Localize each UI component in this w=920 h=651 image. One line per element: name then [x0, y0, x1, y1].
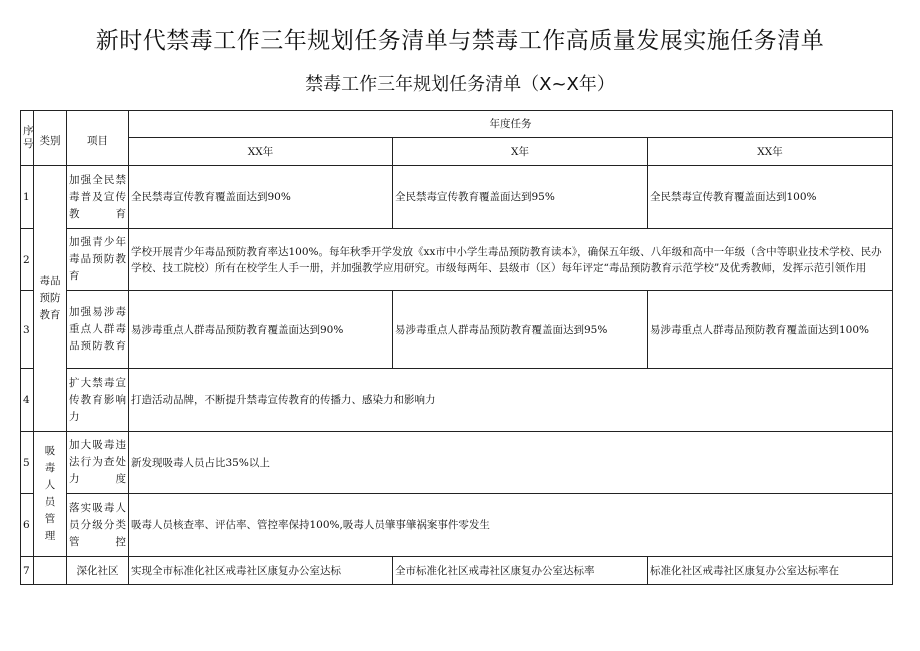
- task-cell: 全民禁毒宣传教育覆盖面达到100%: [648, 166, 893, 229]
- item-cell: 深化社区: [67, 557, 129, 585]
- task-cell: 全民禁毒宣传教育覆盖面达到90%: [129, 166, 393, 229]
- table-row: [21, 291, 893, 369]
- document-subtitle: 禁毒工作三年规划任务清单（X~X年）: [305, 74, 615, 95]
- category-cell: 吸毒人员管理: [34, 432, 67, 557]
- item-cell: 加强青少年毒品预防教育: [67, 229, 129, 291]
- task-cell-merged: 打造活动品牌，不断提升禁毒宣传教育的传播力、感染力和影响力: [129, 369, 893, 432]
- task-cell: 标准化社区戒毒社区康复办公室达标率在: [648, 557, 893, 585]
- table-row: [21, 229, 893, 291]
- row-number: 7: [21, 557, 34, 585]
- header-year: XX年: [129, 138, 393, 166]
- row-number: 6: [21, 494, 34, 557]
- category-cell: [34, 557, 67, 585]
- header-year: X年: [393, 138, 648, 166]
- table-row: [21, 166, 893, 229]
- item-cell: 加大吸毒违法行为查处力度: [67, 432, 129, 494]
- document-title: 新时代禁毒工作三年规划任务清单与禁毒工作高质量发展实施任务清单: [95, 28, 825, 54]
- task-cell: 易涉毒重点人群毒品预防教育覆盖面达到90%: [129, 291, 393, 369]
- header-annual-tasks: 年度任务: [129, 111, 893, 138]
- task-cell: 实现全市标准化社区戒毒社区康复办公室达标: [129, 557, 393, 585]
- item-cell: 加强易涉毒重点人群毒品预防教育: [67, 291, 129, 369]
- header-years-row: [21, 138, 893, 166]
- item-cell: 扩大禁毒宣传教育影响力: [67, 369, 129, 432]
- table-row: [21, 557, 893, 585]
- header-item: 项目: [67, 111, 129, 166]
- header-no: 序号: [21, 111, 34, 166]
- table-row: [21, 369, 893, 432]
- task-list-table: [20, 110, 893, 585]
- item-cell: 加强全民禁毒普及宣传教育: [67, 166, 129, 229]
- row-number: 3: [21, 291, 34, 369]
- table-row: [21, 494, 893, 557]
- header-year: XX年: [648, 138, 893, 166]
- task-cell-merged: 新发现吸毒人员占比35%以上: [129, 432, 893, 494]
- task-cell-merged: 学校开展青少年毒品预防教育率达100%。每年秋季开学发放《xx市中小学生毒品预防教育读本》，确保五年级、八年级和高中一年级（含中等职业技术学校、民办学校、技工院校）所有在校学生人手一册，并加强教学应用研究。市级每两年、县级市（区）每年评定“毒品预防教育示范学校”及优秀教师，发挥示范引领作用: [129, 229, 893, 291]
- task-cell: 易涉毒重点人群毒品预防教育覆盖面达到95%: [393, 291, 648, 369]
- category-cell: 毒品预防教育: [34, 166, 67, 432]
- task-cell-merged: 吸毒人员核查率、评估率、管控率保持100%,吸毒人员肇事肇祸案事件零发生: [129, 494, 893, 557]
- table-row: [21, 432, 893, 494]
- row-number: 1: [21, 166, 34, 229]
- row-number: 2: [21, 229, 34, 291]
- row-number: 5: [21, 432, 34, 494]
- task-cell: 易涉毒重点人群毒品预防教育覆盖面达到100%: [648, 291, 893, 369]
- row-number: 4: [21, 369, 34, 432]
- task-cell: 全民禁毒宣传教育覆盖面达到95%: [393, 166, 648, 229]
- item-cell: 落实吸毒人员分级分类管控: [67, 494, 129, 557]
- header-category: 类别: [34, 111, 67, 166]
- task-cell: 全市标准化社区戒毒社区康复办公室达标率: [393, 557, 648, 585]
- header-row: [21, 111, 893, 138]
